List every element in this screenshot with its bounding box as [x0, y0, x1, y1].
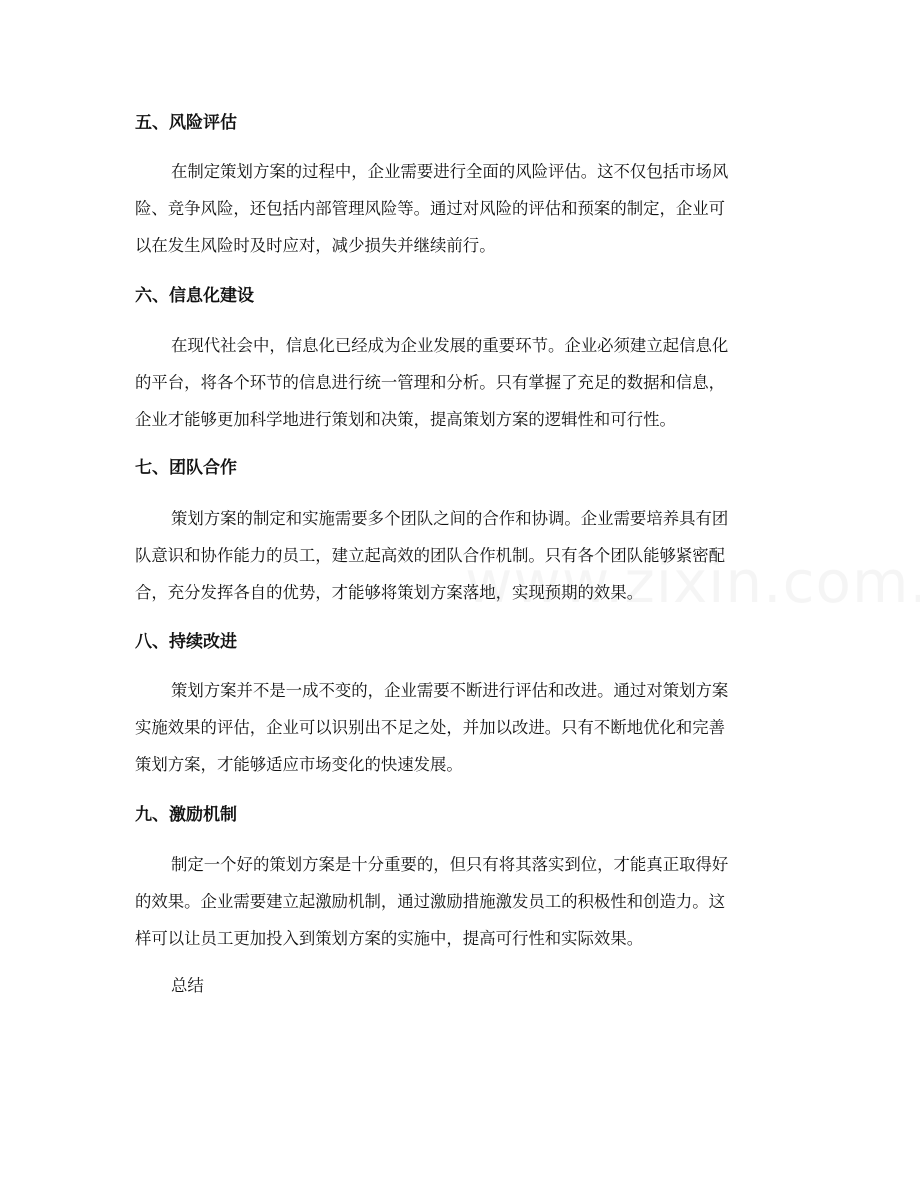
section-paragraph-continuous-improvement: [135, 672, 795, 783]
paragraph-line: 样可以让员工更加投入到策划方案的实施中，提高可行性和实际效果。: [135, 929, 644, 948]
section-paragraph-risk-assessment: [135, 153, 795, 264]
paragraph-line: 合，充分发挥各自的优势，才能够将策划方案落地，实现预期的效果。: [135, 583, 644, 602]
paragraph-line: 制定一个好的策划方案是十分重要的，但只有将其落实到位，才能真正取得好: [171, 855, 729, 874]
paragraph-line: 队意识和协作能力的员工，建立起高效的团队合作机制。只有各个团队能够紧密配: [135, 546, 726, 565]
paragraph-line: 的平台，将各个环节的信息进行统一管理和分析。只有掌握了充足的数据和信息，: [135, 373, 726, 392]
section-heading-informatization: 六、信息化建设: [135, 286, 254, 306]
section-heading-teamwork: 七、团队合作: [135, 458, 237, 478]
section-heading-incentive-mechanism: 九、激励机制: [135, 805, 237, 825]
paragraph-line: 策划方案，才能够适应市场变化的快速发展。: [135, 755, 463, 774]
summary-label: 总结: [171, 976, 204, 995]
paragraph-line: 企业才能够更加科学地进行策划和决策，提高策划方案的逻辑性和可行性。: [135, 410, 676, 429]
paragraph-line: 在制定策划方案的过程中，企业需要进行全面的风险评估。这不仅包括市场风: [171, 162, 729, 181]
paragraph-line: 的效果。企业需要建立起激励机制，通过激励措施激发员工的积极性和创造力。这: [135, 892, 726, 911]
paragraph-line: 策划方案的制定和实施需要多个团队之间的合作和协调。企业需要培养具有团: [171, 509, 729, 528]
paragraph-line: 险、竞争风险，还包括内部管理风险等。通过对风险的评估和预案的制定，企业可: [135, 199, 726, 218]
paragraph-line: 在现代社会中，信息化已经成为企业发展的重要环节。企业必须建立起信息化: [171, 336, 729, 355]
section-paragraph-informatization: [135, 327, 795, 438]
paragraph-line: 实施效果的评估，企业可以识别出不足之处，并加以改进。只有不断地优化和完善: [135, 718, 726, 737]
section-heading-risk-assessment: 五、风险评估: [135, 113, 237, 133]
section-paragraph-incentive-mechanism: [135, 846, 795, 957]
section-paragraph-teamwork: [135, 500, 795, 611]
paragraph-line: 策划方案并不是一成不变的，企业需要不断进行评估和改进。通过对策划方案: [171, 681, 729, 700]
section-heading-continuous-improvement: 八、持续改进: [135, 632, 237, 652]
paragraph-line: 以在发生风险时及时应对，减少损失并继续前行。: [135, 236, 496, 255]
